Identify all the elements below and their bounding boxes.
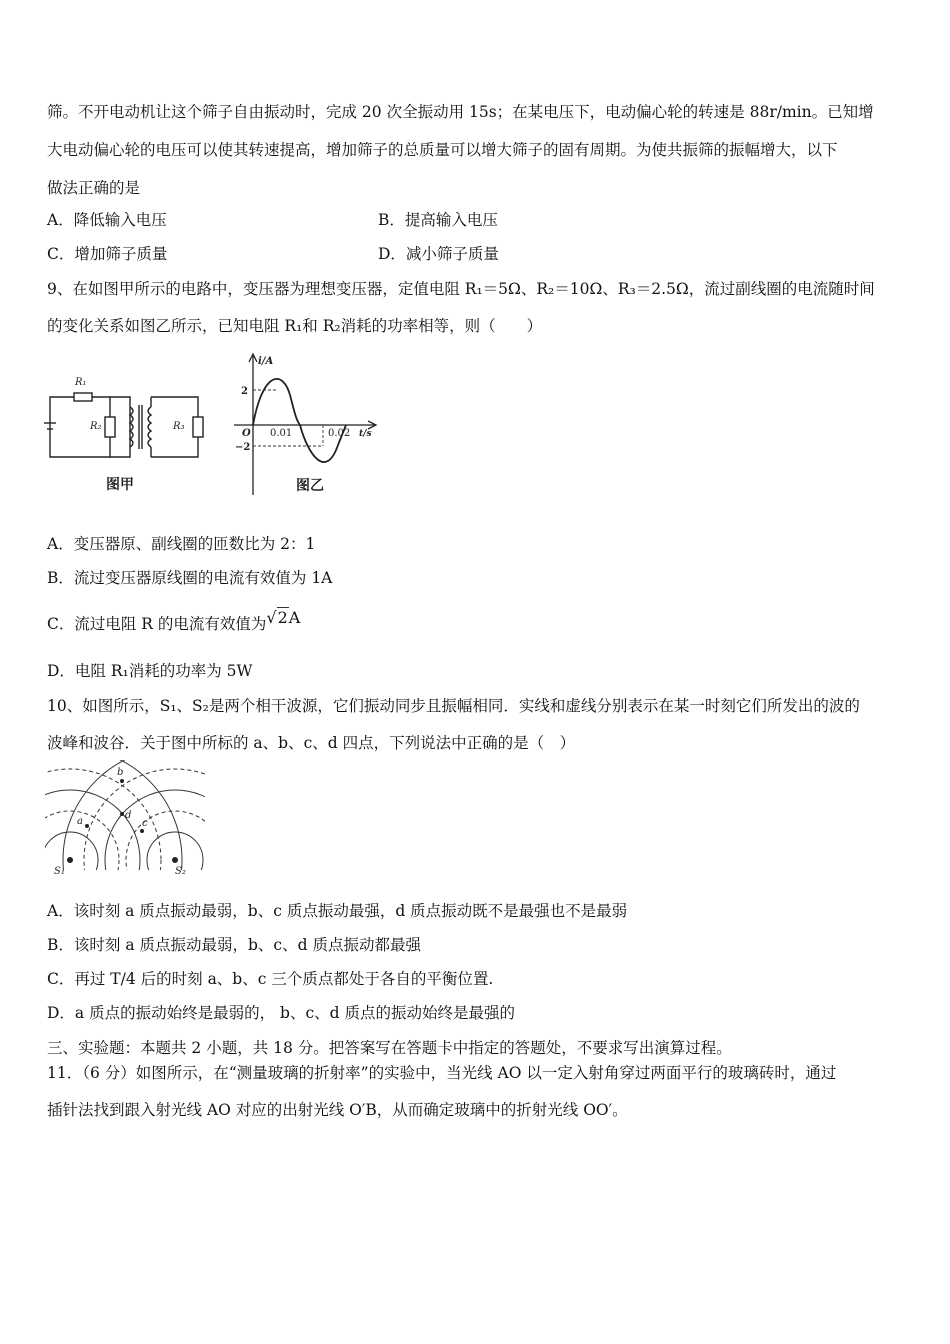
- tick-0-01: 0.01: [270, 428, 293, 439]
- q9-option-c: [47, 608, 301, 634]
- wave-interference-figure: [45, 760, 205, 878]
- point-a-label: a: [77, 816, 83, 827]
- label-r1: R₁: [75, 377, 87, 388]
- q10-option-a: A．该时刻 a 质点振动最弱，b、c 质点振动最强，d 质点振动既不是最强也不是最弱: [47, 902, 628, 920]
- q8-option-c: C．增加筛子质量: [47, 245, 168, 263]
- q9-option-c-text: C．流过电阻 R 的电流有效值为: [47, 615, 267, 633]
- current-time-graph: [228, 350, 388, 500]
- point-d-label: d: [125, 810, 132, 821]
- point-c-label: c: [142, 818, 148, 829]
- tick-minus-2: −2: [235, 442, 251, 453]
- tick-0-02: 0.02: [328, 428, 351, 439]
- source-s2-label: S₂: [175, 866, 186, 877]
- circuit-diagram: [40, 365, 220, 500]
- q8-option-b: B．提高输入电压: [378, 211, 498, 229]
- q8-line-1: 筛。不开电动机让这个筛子自由振动时，完成 20 次全振动用 15s；在某电压下，电动偏心轮的转速是 88r/min。已知增: [47, 103, 874, 121]
- section-3-heading: 三、实验题：本题共 2 小题，共 18 分。把答案写在答题卡中指定的答题处，不要求写出演算过程。: [47, 1039, 732, 1057]
- q10-option-d: D．a 质点的振动始终是最弱的， b、c、d 质点的振动始终是最强的: [47, 1004, 515, 1022]
- q9-option-b: B．流过变压器原线圈的电流有效值为 1A: [47, 569, 333, 587]
- q10-option-b: B．该时刻 a 质点振动最弱，b、c、d 质点振动都最强: [47, 936, 421, 954]
- q10-option-c: C．再过 T/4 后的时刻 a、b、c 三个质点都处于各自的平衡位置.: [47, 970, 494, 988]
- sqrt-expression: √2A: [266, 608, 301, 627]
- sqrt-radicand: 2: [277, 608, 288, 627]
- origin-label: O: [242, 428, 251, 439]
- q8-option-d: D．减小筛子质量: [378, 245, 499, 263]
- axis-y-label: i/A: [258, 356, 274, 367]
- axis-x-label: t/s: [359, 429, 372, 439]
- figure-a-caption: 图甲: [106, 477, 134, 493]
- q9-line-1: 9、在如图甲所示的电路中，变压器为理想变压器，定值电阻 R₁＝5Ω、R₂＝10Ω、R₃＝2.5Ω，流过副线圈的电流随时间: [47, 280, 875, 298]
- source-s1-label: S₁: [54, 866, 65, 877]
- q8-option-a: A．降低输入电压: [47, 211, 167, 229]
- q11-line-2: 插针法找到跟入射光线 AO 对应的出射光线 O′B，从而确定玻璃中的折射光线 OO′。: [47, 1101, 628, 1119]
- sqrt-unit: A: [288, 608, 301, 627]
- tick-plus-2: 2: [241, 386, 248, 397]
- q9-option-d: D．电阻 R₁消耗的功率为 5W: [47, 662, 253, 680]
- q9-line-2: 的变化关系如图乙所示，已知电阻 R₁和 R₂消耗的功率相等，则（ ）: [47, 317, 543, 335]
- q10-line-2: 波峰和波谷．关于图中所标的 a、b、c、d 四点，下列说法中正确的是（ ）: [47, 734, 576, 752]
- figure-b-caption: 图乙: [296, 478, 324, 494]
- q8-line-2: 大电动偏心轮的电压可以使其转速提高，增加筛子的总质量可以增大筛子的固有周期。为使共振筛的振幅增大，以下: [47, 141, 838, 159]
- q11-line-1: 11．（6 分）如图所示，在“测量玻璃的折射率”的实验中，当光线 AO 以一定入射角穿过两面平行的玻璃砖时，通过: [47, 1064, 837, 1082]
- point-b-label: b: [117, 767, 124, 778]
- label-r3: R₃: [173, 421, 185, 432]
- label-r2: R₂: [90, 421, 102, 432]
- q9-option-a: A．变压器原、副线圈的匝数比为 2：1: [47, 535, 316, 553]
- q10-line-1: 10、如图所示，S₁、S₂是两个相干波源，它们振动同步且振幅相同．实线和虚线分别表示在某一时刻它们所发出的波的: [47, 697, 860, 715]
- q8-line-3: 做法正确的是: [47, 179, 141, 197]
